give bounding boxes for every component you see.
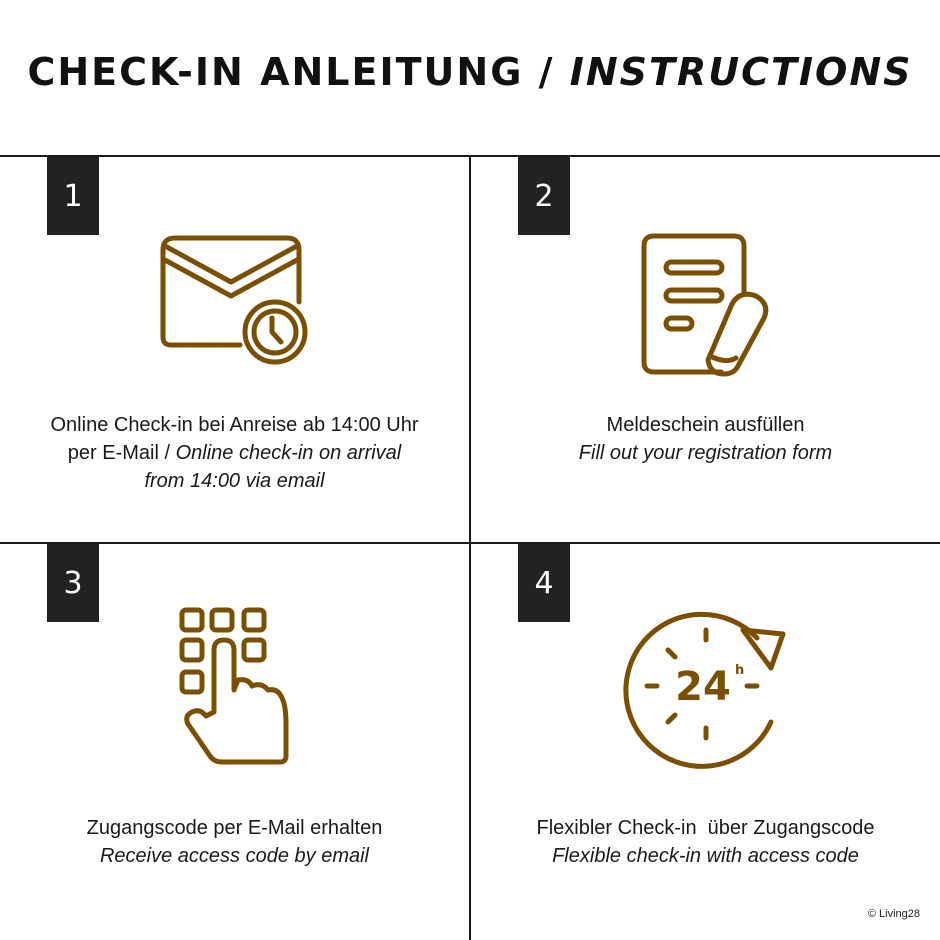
step-1-line-2-de: per E-Mail / <box>67 442 176 464</box>
step-1 <box>0 157 469 542</box>
step-2-caption <box>471 411 940 467</box>
step-1-line-3: from 14:00 via email <box>144 470 325 492</box>
clock-h-label: h <box>735 663 745 678</box>
keypad-hand-icon <box>178 606 293 766</box>
step-number-2: 2 <box>518 157 570 235</box>
envelope-clock-icon <box>155 232 315 372</box>
step-4-line-1: Flexibler Check-in über Zugangscode <box>536 817 875 839</box>
step-1-caption <box>0 411 469 495</box>
24h-clock-icon <box>621 604 791 774</box>
step-4-caption <box>471 814 940 870</box>
step-number-1: 1 <box>47 157 99 235</box>
step-1-line-2 <box>0 439 469 467</box>
step-2-line-2: Fill out your registration form <box>578 442 833 464</box>
step-number-4: 4 <box>518 544 570 622</box>
title-english: INSTRUCTIONS <box>569 50 913 94</box>
step-1-line-2-en: Online check-in on arrival <box>175 442 402 464</box>
registration-form-icon <box>636 232 776 382</box>
copyright-notice: © Living28 <box>867 908 920 920</box>
step-4-line-2: Flexible check-in with access code <box>552 845 859 867</box>
step-2 <box>471 157 940 542</box>
step-2-line-1: Meldeschein ausfüllen <box>606 414 805 436</box>
step-1-line-1: Online Check-in bei Anreise ab 14:00 Uhr <box>50 414 419 436</box>
step-number-3: 3 <box>47 544 99 622</box>
step-3-line-2: Receive access code by email <box>99 845 369 867</box>
clock-24-label: 24 <box>675 664 731 710</box>
step-3-caption <box>0 814 469 870</box>
step-4 <box>471 544 940 940</box>
page-title <box>0 50 940 94</box>
step-3-line-1: Zugangscode per E-Mail erhalten <box>86 817 383 839</box>
step-3 <box>0 544 469 940</box>
title-german: CHECK-IN ANLEITUNG <box>27 50 524 94</box>
title-separator: / <box>523 50 570 94</box>
